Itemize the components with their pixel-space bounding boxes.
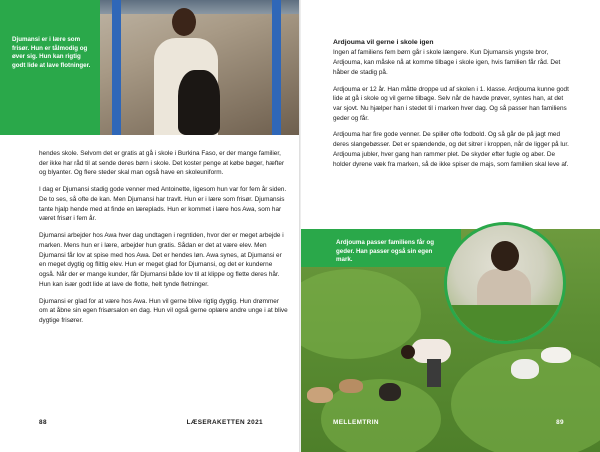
goat xyxy=(307,387,333,403)
running-title: LÆSERAKETTEN 2021 xyxy=(186,419,263,426)
paragraph: Djumansi er glad for at være hos Awa. Hun vil gerne blive rigtig dygtig. Hun drømmer om at åbne sin egen frisørsalon en dag. Hun vil også gerne oplære andre unge i at blive dygtige frisører. xyxy=(39,297,288,325)
paragraph: hendes skole. Selvom det er gratis at gå i skole i Burkina Faso, er der mange familier, der ikke har råd til at sende deres børn i skole. Det koster penge at købe bøger, hæfter og blyanter. Og flere steder skal man også have en skoleuniform. xyxy=(39,150,285,177)
paragraph: Djumansi arbejder hos Awa hver dag undtagen i regntiden, hvor der er meget arbejde i marken. Mens hun er i lære, arbejder hun gratis. Sådan er det at være elev. Men Djumansi får lov at spise med hos Awa. Det er hendes løn. Awa synes, at Djumansi er en meget dygtig og flittig elev. Hun er meget glad for Djumansi, og det er kunderne også. Når der er mange kunder, får Djumansi både lov til at klippe og flette deres hår. Hun kan især godt lide at lave de flotte, helt tynde fletninger. xyxy=(39,232,284,288)
photo-caption: Ardjouma passer familiens får og geder. Han passer også sin egen mark. xyxy=(336,239,434,264)
shelter-post xyxy=(272,0,281,135)
photo-caption: Djumansi er i lære som frisør. Hun er tålmodig og øver sig. Hun kan rigtig godt lide at lave flotninger. xyxy=(12,36,91,69)
sheep xyxy=(541,347,571,363)
goat xyxy=(339,379,363,393)
left-page xyxy=(0,0,299,452)
paragraph: Ardjouma er 12 år. Han måtte droppe ud af skolen i 1. klasse. Ardjouma kunne godt lide at gå i skole og vil gerne tilbage. Selv når de havde prøver, syntes han, at det var sjovt. Nu hjælper han i stedet til i marken hver dag. Og så passer han familiens geder og får. xyxy=(333,85,569,122)
body-text xyxy=(39,149,289,333)
page-number: 88 xyxy=(39,419,47,426)
paragraph: I dag er Djumansi stadig gode venner med Antoinette, ligesom hun var for fem år siden. De to ses, så ofte de kan. Men Djumansi har travlt. Hun er i lære som frisør. Djumansis tante hjalp hende med at finde en læreplads. Hun er kommet i lære hos Awa, som har været frisør i fem år. xyxy=(39,186,287,223)
girl-braiding-hair xyxy=(148,8,228,135)
body-text xyxy=(333,38,573,176)
goat xyxy=(379,383,401,401)
paragraph: Ingen af familiens fem børn går i skole længere. Kun Djumansis yngste bror, Ardjouma, kan måske nå at komme tilbage i skole igen, hvis familien får råd. Det håber de stadig på. xyxy=(333,49,561,76)
boy-portrait-circle xyxy=(444,222,566,344)
paragraph: Ardjouma har fire gode venner. De spiller ofte fodbold. Og så går de på jagt med deres slangebøsser. Det er spændende, og det sitrer i kroppen, når de ligger på lur. Ardjouma jubler, hver gang han rammer plet. De skyder efter fugle og aber. De holder dyrene væk fra marken, så de ikke spiser de majs, som familien skal leve af. xyxy=(333,131,569,168)
page-number: 89 xyxy=(556,419,564,426)
shelter-post xyxy=(112,0,121,135)
right-page xyxy=(301,0,600,452)
section-heading: Ardjouma vil gerne i skole igen xyxy=(333,39,434,46)
sheep xyxy=(511,359,539,379)
section-label: MELLEMTRIN xyxy=(333,419,379,426)
